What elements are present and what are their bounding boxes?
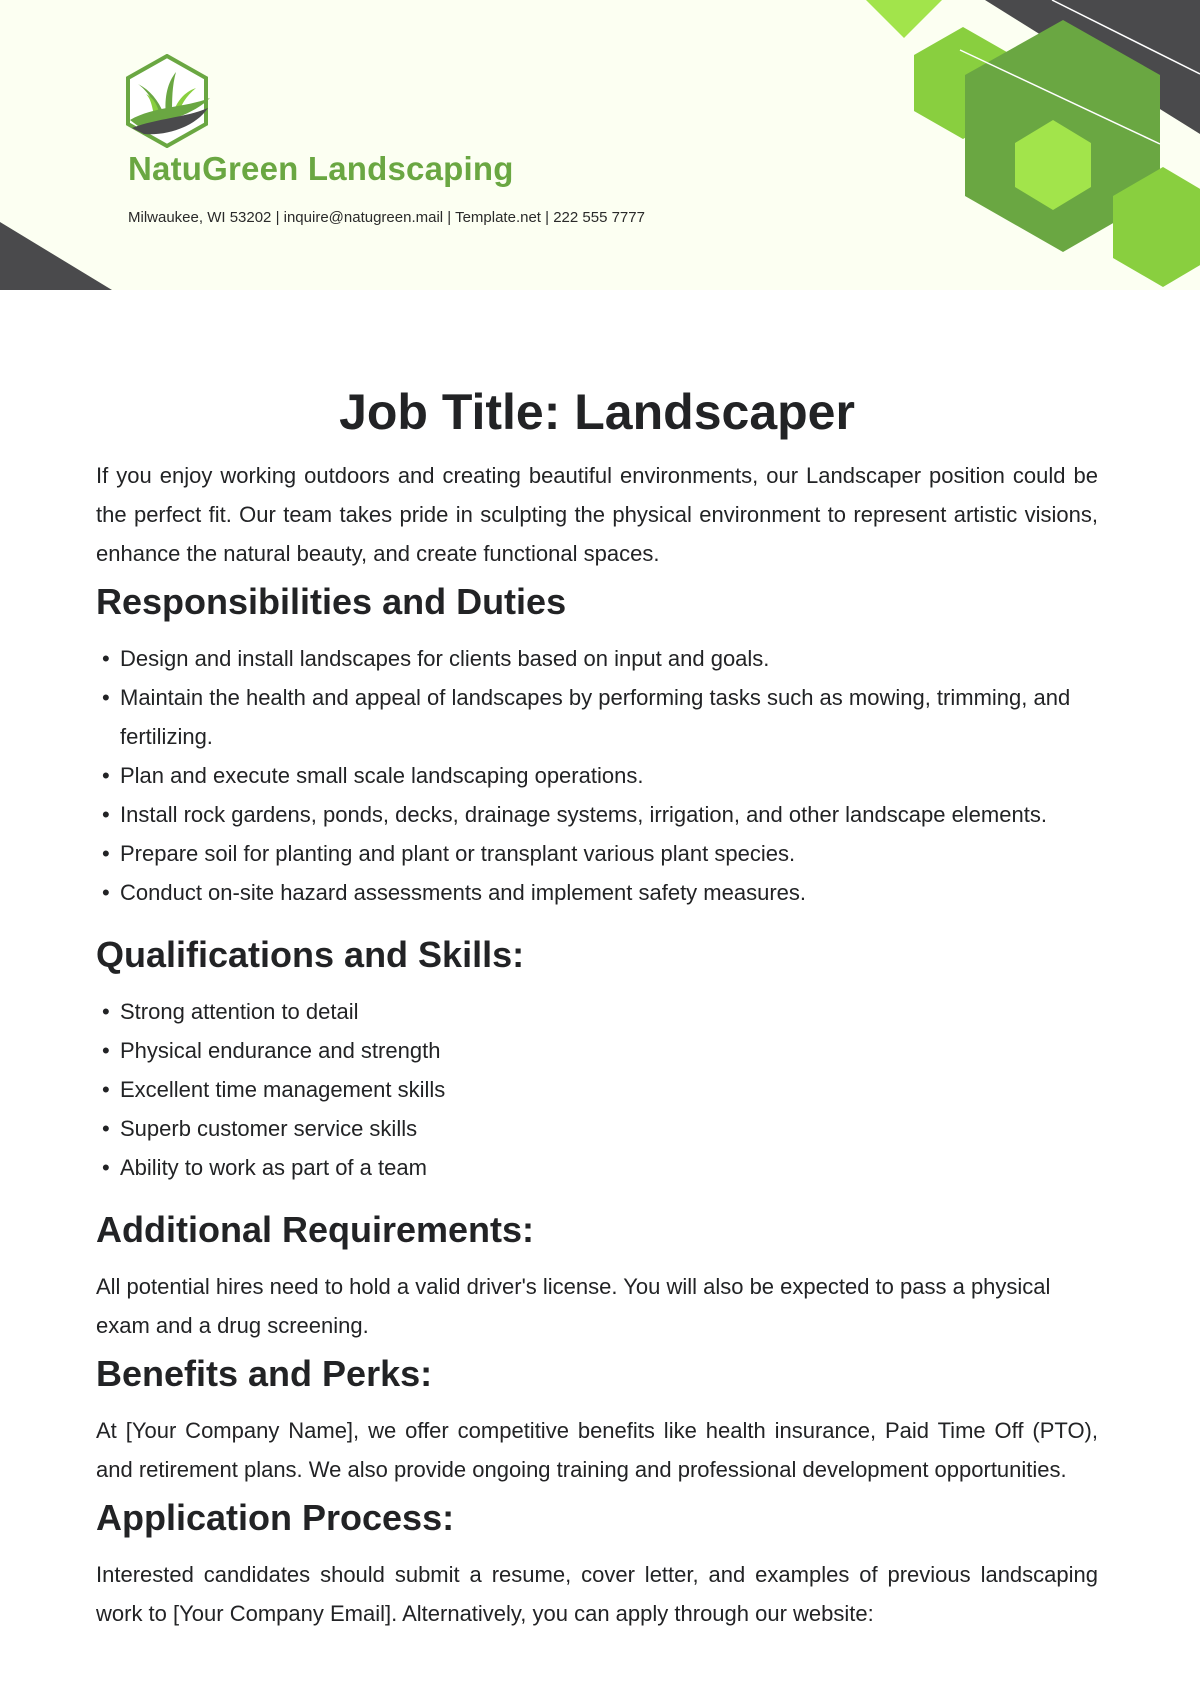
grass-hexagon-logo-icon xyxy=(124,54,210,148)
left-gray-triangle xyxy=(0,222,112,290)
list-item: • Prepare soil for planting and plant or transplant various plant species. xyxy=(120,834,1098,873)
qualifications-heading: Qualifications and Skills: xyxy=(96,934,525,975)
application-paragraph: Interested candidates should submit a resume, cover letter, and examples of previous landscaping work to [Your Company Email]. Alternatively, you can apply through our website: xyxy=(96,1562,1098,1626)
responsibilities-list xyxy=(96,639,1098,912)
list-item: • Plan and execute small scale landscaping operations. xyxy=(120,756,1098,795)
intro-paragraph: If you enjoy working outdoors and creating beautiful environments, our Landscaper position could be the perfect fit. Our team takes pride in sculpting the physical environment to represent artistic visions, enhance the natural beauty, and create functional spaces. xyxy=(96,463,1098,566)
list-item: • Design and install landscapes for clients based on input and goals. xyxy=(120,639,1098,678)
list-item: • Excellent time management skills xyxy=(120,1070,1098,1109)
page-title: Job Title: Landscaper xyxy=(339,384,855,440)
benefits-heading: Benefits and Perks: xyxy=(96,1353,433,1394)
document-body xyxy=(96,380,1098,1633)
list-item: • Maintain the health and appeal of landscapes by performing tasks such as mowing, trimming, and fertilizing. xyxy=(120,678,1098,756)
requirements-heading: Additional Requirements: xyxy=(96,1209,535,1250)
company-name: NatuGreen Landscaping xyxy=(128,150,514,187)
list-item: • Install rock gardens, ponds, decks, drainage systems, irrigation, and other landscape elements. xyxy=(120,795,1098,834)
qualifications-list xyxy=(96,992,1098,1187)
list-item: • Ability to work as part of a team xyxy=(120,1148,1098,1187)
responsibilities-heading: Responsibilities and Duties xyxy=(96,581,567,622)
list-item: • Physical endurance and strength xyxy=(120,1031,1098,1070)
benefits-paragraph: At [Your Company Name], we offer competitive benefits like health insurance, Paid Time Off (PTO), and retirement plans. We also provide ongoing training and professional development opportunities. xyxy=(96,1418,1098,1482)
list-item: • Conduct on-site hazard assessments and implement safety measures. xyxy=(120,873,1098,912)
application-heading: Application Process: xyxy=(96,1497,455,1538)
contact-info: Milwaukee, WI 53202 | inquire@natugreen.mail | Template.net | 222 555 7777 xyxy=(128,209,645,226)
small-hexagon-top xyxy=(866,0,942,38)
requirements-paragraph: All potential hires need to hold a valid driver's license. You will also be expected to pass a physical exam and a drug screening. xyxy=(96,1274,1051,1338)
list-item: • Strong attention to detail xyxy=(120,992,1098,1031)
list-item: • Superb customer service skills xyxy=(120,1109,1098,1148)
letterhead-header xyxy=(0,0,1200,290)
